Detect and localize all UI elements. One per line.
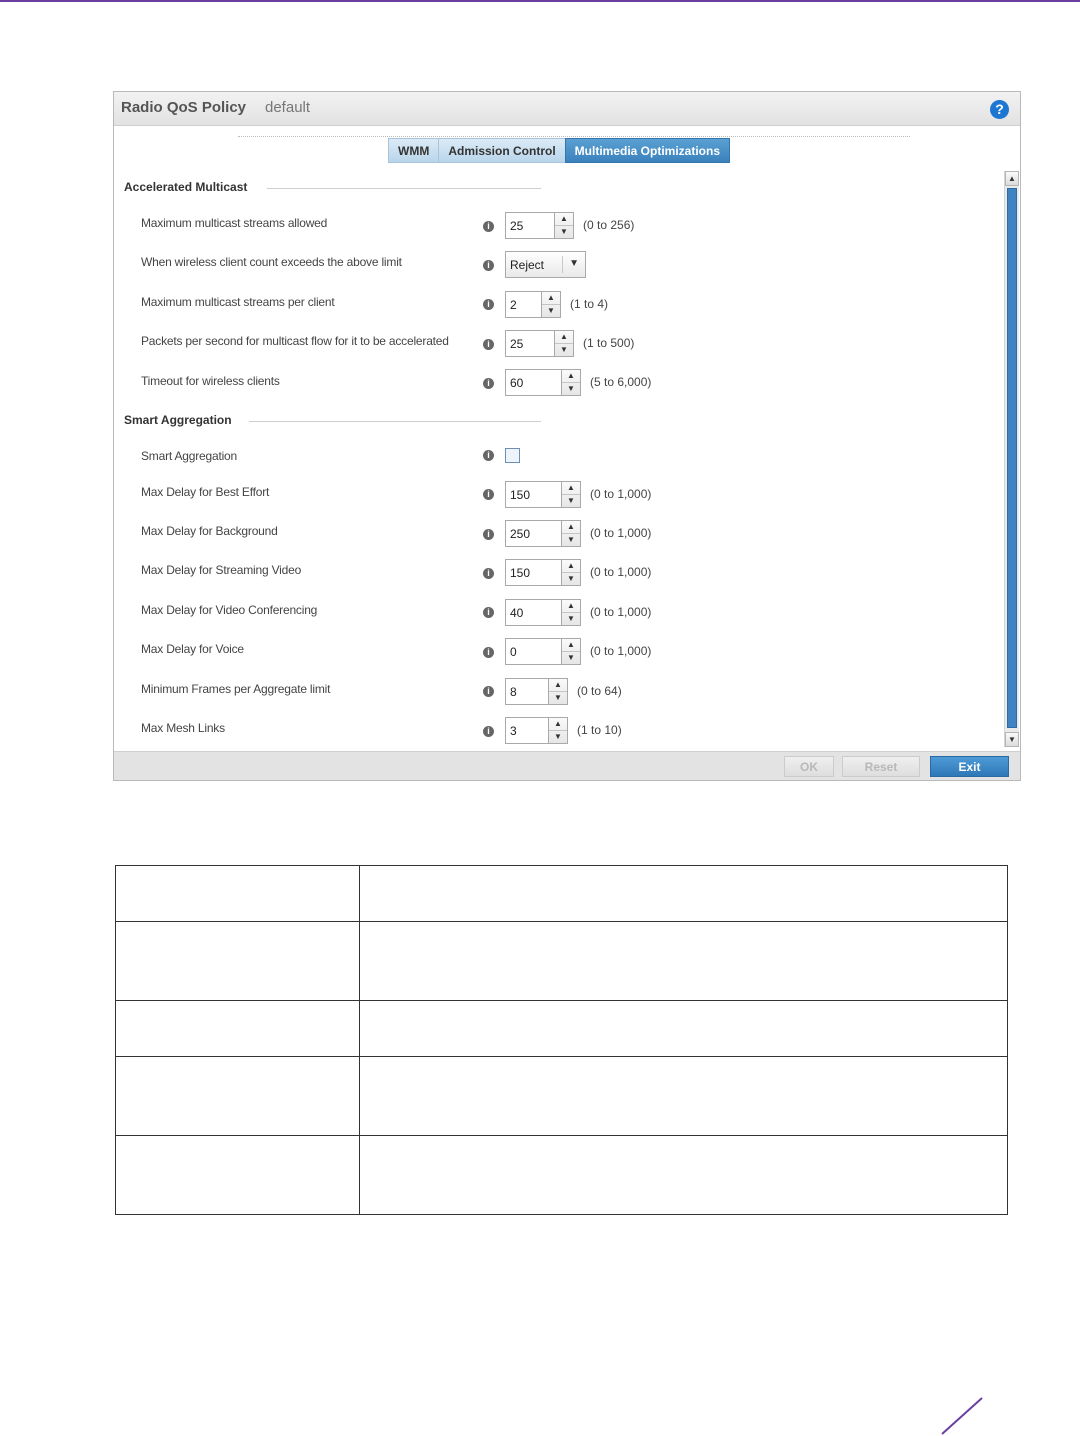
exit-button[interactable]: Exit — [930, 756, 1009, 777]
stepper-value[interactable]: 3 — [510, 724, 517, 738]
ok-button[interactable]: OK — [784, 756, 834, 777]
stepper-value[interactable]: 40 — [510, 606, 524, 620]
max-delay-video-conferencing-label: Max Delay for Video Conferencing — [141, 603, 318, 617]
table-row — [116, 1057, 1008, 1136]
stepper-value[interactable]: 0 — [510, 645, 517, 659]
streams-per-client-label: Maximum multicast streams per client — [141, 295, 335, 309]
arrow-up-icon[interactable]: ▲ — [562, 639, 580, 652]
arrow-down-icon[interactable]: ▼ — [547, 306, 555, 315]
smart-aggregation-label: Smart Aggregation — [141, 449, 237, 463]
info-icon[interactable]: i — [483, 489, 494, 500]
arrow-up-icon[interactable]: ▲ — [562, 560, 580, 573]
packets-per-second-label: Packets per second for multicast flow for it to be accelerated — [141, 334, 449, 348]
scroll-up-icon[interactable]: ▲ — [1005, 171, 1019, 186]
arrow-down-icon[interactable]: ▼ — [567, 496, 575, 505]
section-smart-aggregation-title: Smart Aggregation — [124, 413, 232, 427]
client-count-exceeds-label: When wireless client count exceeds the above limit — [141, 255, 402, 269]
max-delay-background-label: Max Delay for Background — [141, 524, 278, 538]
question-circle-icon[interactable]: ? — [990, 100, 1009, 119]
info-icon[interactable]: i — [483, 529, 494, 540]
dialog-subtitle: default — [265, 99, 311, 116]
info-icon[interactable]: i — [483, 260, 494, 271]
max-delay-voice-label: Max Delay for Voice — [141, 642, 244, 656]
dialog-titlebar — [114, 92, 1020, 126]
max-delay-voice-stepper[interactable] — [505, 638, 581, 665]
dialog-title: Radio QoS Policy — [121, 99, 247, 116]
arrow-down-icon[interactable]: ▼ — [560, 345, 568, 354]
table-cell — [116, 1001, 360, 1057]
tab-multimedia-optimizations[interactable]: Multimedia Optimizations — [565, 138, 730, 163]
max-delay-streaming-video-label: Max Delay for Streaming Video — [141, 563, 302, 577]
range-hint: (1 to 10) — [577, 723, 622, 737]
arrow-up-icon[interactable]: ▲ — [555, 213, 573, 226]
table-row — [116, 1136, 1008, 1215]
stepper-value[interactable]: 2 — [510, 298, 517, 312]
select-value[interactable]: Reject — [510, 258, 545, 272]
brand-slash-icon — [940, 1396, 984, 1436]
arrow-up-icon[interactable]: ▲ — [562, 482, 580, 495]
min-frames-aggregate-label: Minimum Frames per Aggregate limit — [141, 682, 331, 696]
tab-strip — [388, 138, 729, 163]
wireless-client-timeout-label: Timeout for wireless clients — [141, 374, 280, 388]
tab-divider — [238, 136, 910, 137]
table-row — [116, 1001, 1008, 1057]
section-divider — [267, 188, 541, 189]
info-icon[interactable]: i — [483, 450, 494, 461]
radio-qos-policy-dialog — [113, 91, 1021, 781]
table-row — [116, 866, 1008, 922]
select-separator — [562, 256, 563, 273]
scroll-down-icon[interactable]: ▼ — [1005, 732, 1019, 747]
range-hint: (0 to 1,000) — [590, 565, 652, 579]
tab-admission-control[interactable]: Admission Control — [438, 138, 565, 163]
stepper-value[interactable]: 25 — [510, 219, 524, 233]
max-delay-streaming-video-stepper[interactable] — [505, 559, 581, 586]
smart-aggregation-checkbox[interactable] — [505, 448, 520, 463]
scrollbar-thumb[interactable] — [1007, 188, 1017, 728]
range-hint: (1 to 4) — [570, 297, 609, 311]
range-hint: (0 to 1,000) — [590, 487, 652, 501]
range-hint: (0 to 64) — [577, 684, 622, 698]
arrow-down-icon[interactable]: ▼ — [567, 384, 575, 393]
tab-wmm[interactable]: WMM — [388, 138, 439, 163]
chevron-down-icon[interactable]: ▼ — [569, 258, 579, 269]
table-cell — [360, 1136, 1008, 1215]
info-icon[interactable]: i — [483, 378, 494, 389]
section-accelerated-multicast-title: Accelerated Multicast — [124, 180, 248, 194]
dialog-footer — [114, 751, 1020, 780]
max-delay-background-stepper[interactable] — [505, 520, 581, 547]
info-icon[interactable]: i — [483, 299, 494, 310]
arrow-down-icon[interactable]: ▼ — [554, 732, 562, 741]
reset-button[interactable]: Reset — [842, 756, 920, 777]
max-delay-video-conferencing-stepper[interactable] — [505, 599, 581, 626]
stepper-value[interactable]: 250 — [510, 527, 531, 541]
range-hint: (0 to 1,000) — [590, 644, 652, 658]
stepper-value[interactable]: 150 — [510, 488, 531, 502]
range-hint: (5 to 6,000) — [590, 375, 652, 389]
arrow-up-icon[interactable]: ▲ — [542, 292, 560, 305]
arrow-up-icon[interactable]: ▲ — [562, 370, 580, 383]
max-mesh-links-label: Max Mesh Links — [141, 721, 225, 735]
table-cell — [360, 1001, 1008, 1057]
max-multicast-streams-label: Maximum multicast streams allowed — [141, 216, 328, 230]
max-multicast-streams-stepper[interactable] — [505, 212, 574, 239]
arrow-up-icon[interactable]: ▲ — [549, 718, 567, 731]
info-icon[interactable]: i — [483, 686, 494, 697]
range-hint: (0 to 1,000) — [590, 526, 652, 540]
info-icon[interactable]: i — [483, 568, 494, 579]
client-limit-action-select[interactable] — [505, 251, 586, 278]
range-hint: (0 to 256) — [583, 218, 635, 232]
max-delay-best-effort-label: Max Delay for Best Effort — [141, 485, 270, 499]
table-cell — [116, 922, 360, 1001]
arrow-down-icon[interactable]: ▼ — [567, 574, 575, 583]
arrow-down-icon[interactable]: ▼ — [567, 614, 575, 623]
table-cell — [360, 922, 1008, 1001]
info-icon[interactable]: i — [483, 607, 494, 618]
max-mesh-links-stepper[interactable] — [505, 717, 568, 744]
section-divider — [249, 421, 541, 422]
range-hint: (1 to 500) — [583, 336, 635, 350]
arrow-down-icon[interactable]: ▼ — [567, 653, 575, 662]
arrow-up-icon[interactable]: ▲ — [562, 521, 580, 534]
arrow-down-icon[interactable]: ▼ — [560, 227, 568, 236]
table-cell — [360, 1057, 1008, 1136]
stepper-value[interactable]: 60 — [510, 376, 524, 390]
arrow-down-icon[interactable]: ▼ — [567, 535, 575, 544]
stepper-value[interactable]: 150 — [510, 566, 531, 580]
range-hint: (0 to 1,000) — [590, 605, 652, 619]
min-frames-aggregate-stepper[interactable] — [505, 678, 568, 705]
field-description-table — [115, 865, 1008, 1215]
stepper-value[interactable]: 8 — [510, 685, 517, 699]
page-top-rule — [0, 0, 1080, 2]
arrow-up-icon[interactable]: ▲ — [549, 679, 567, 692]
table-cell — [360, 866, 1008, 922]
table-cell — [116, 1057, 360, 1136]
table-row — [116, 922, 1008, 1001]
table-cell — [116, 1136, 360, 1215]
arrow-down-icon[interactable]: ▼ — [554, 693, 562, 702]
wireless-client-timeout-stepper[interactable] — [505, 369, 581, 396]
info-icon[interactable]: i — [483, 339, 494, 350]
max-delay-best-effort-stepper[interactable] — [505, 481, 581, 508]
info-icon[interactable]: i — [483, 647, 494, 658]
packets-per-second-stepper[interactable] — [505, 330, 574, 357]
streams-per-client-stepper[interactable] — [505, 291, 561, 318]
table-cell — [116, 866, 360, 922]
info-icon[interactable]: i — [483, 726, 494, 737]
info-icon[interactable]: i — [483, 221, 494, 232]
arrow-up-icon[interactable]: ▲ — [562, 600, 580, 613]
arrow-up-icon[interactable]: ▲ — [555, 331, 573, 344]
stepper-value[interactable]: 25 — [510, 337, 524, 351]
vertical-scrollbar[interactable] — [1004, 171, 1019, 747]
